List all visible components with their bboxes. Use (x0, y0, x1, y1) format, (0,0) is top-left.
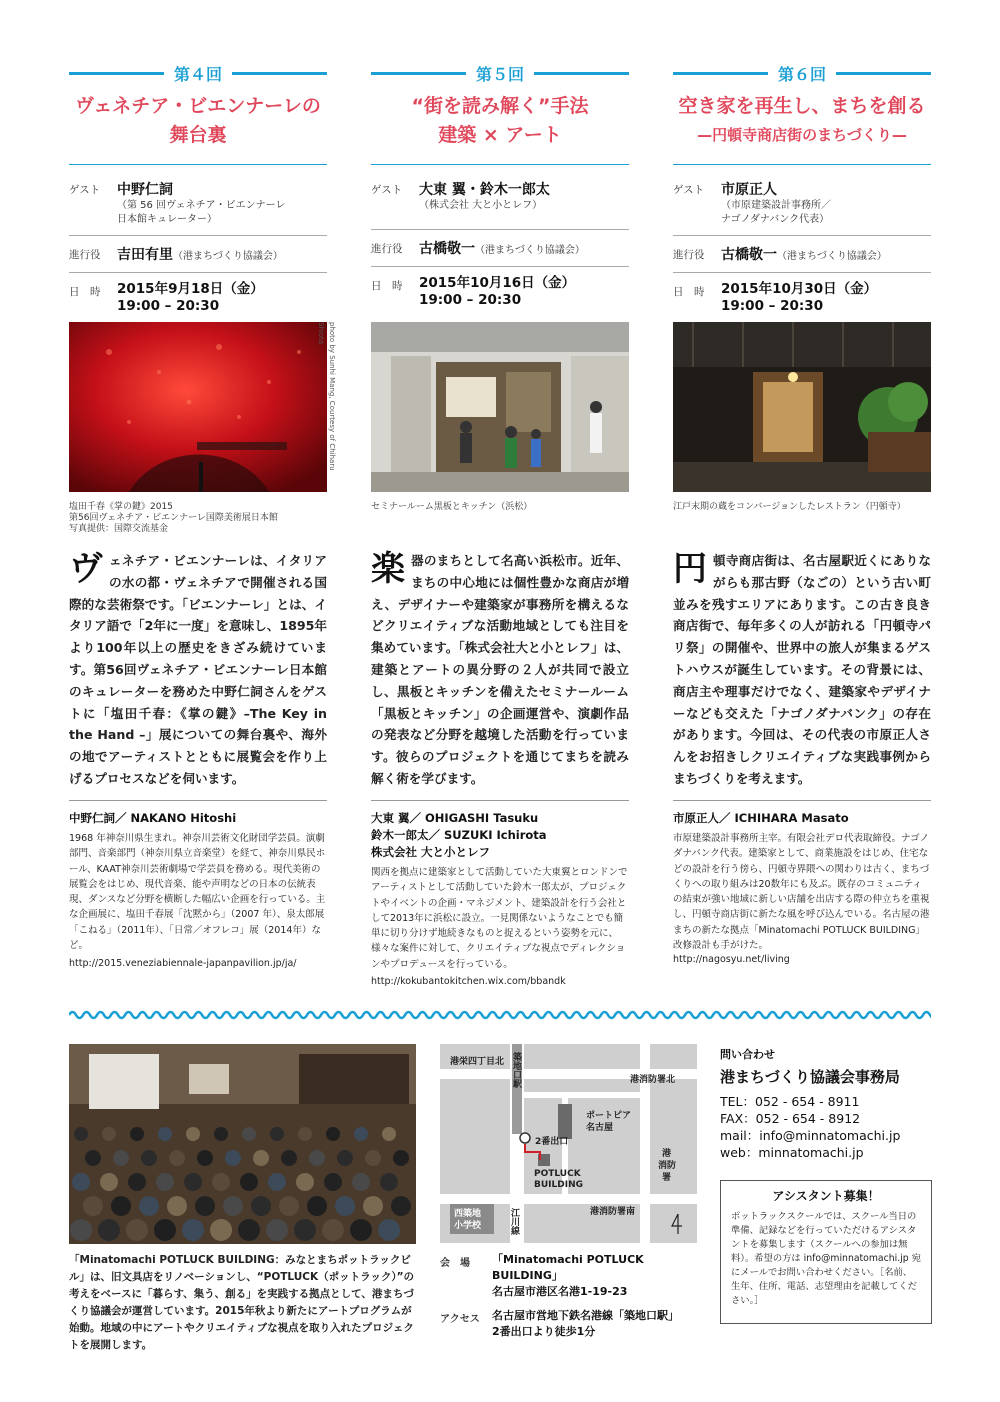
session-column-5 (371, 62, 629, 317)
guest-name: 市原正人 (721, 182, 777, 198)
guest-profile-6: 市原正人／ ICHIHARA Masato 市原建築設計事務所主宰。有限会社デロ代表取締役。ナゴノダナバンク代表。建築家として、商業施設をはじめ、住宅などの設計を行う傍ら、円頓寺界隈への関わりは古く、まちづくりへの取り組みは20数年にも及ぶ。既存のコミュニティの結束が強い地域に新しい店舗を出店する際の仲立ちを重視し、円頓寺商店街に新たな風を呼び込んでいる。名古屋の港まちの新たな拠点「Minatomachi POTLUCK BUILDING」改修設計も手がけた。 (673, 811, 930, 952)
map-label: 港消防署南 (590, 1207, 636, 1217)
assistant-body: ポットラックスクールでは、スクール当日の準備、記録などを行っていただけるアシスタントを募集します（スクールへの参加は無料）。希望の方は info@minnatomachi.jp 宛にメールでお問い合わせください。［名前、生年、住所、電話、志望理由を記載してください。］ (731, 1211, 921, 1306)
guest-name: 中野仁詞 (117, 182, 173, 198)
session-info: ゲスト 市原正人 （市原建築設計事務所／ ナゴノダナバンク代表） 進行役 古橋敬一（港まちづくり協議会） 日 時 2015年10月30日（金） 19:00 – 20:30 (673, 179, 931, 315)
contact-tel[interactable]: TEL：052 - 654 - 8911 (720, 1094, 860, 1109)
photo-potluck-event (69, 1044, 416, 1244)
map-label: 消防 (658, 1161, 677, 1171)
session-header (673, 62, 931, 84)
photo-credit: photo by Sunhi Mang, Courtesy of Chiharu Shiota (317, 322, 336, 471)
assistant-title: アシスタント募集！ (772, 1189, 880, 1203)
assistant-recruit-box (720, 1180, 932, 1324)
photo-caption-4: 塩田千春《掌の鍵》2015 第56回ヴェネチア・ビエンナーレ国際美術展日本館 写真提供：国際交流基金 (69, 502, 278, 534)
photo-caption-6: 江戸末期の蔵をコンバージョンしたレストラン（円頓寺） (673, 502, 906, 512)
map-label: 港栄四丁目北 (450, 1057, 505, 1067)
contact-info: 問い合わせ 港まちづくり協議会事務局 TEL：052 - 654 - 8911 FAX：052 - 654 - 8912 mail：info@minnatomachi.jp web：minnatomachi.jp (720, 1046, 932, 1161)
contact-org: 港まちづくり協議会事務局 (720, 1068, 900, 1086)
wave-divider (69, 1008, 931, 1022)
host-name: 古橋敬一 (419, 241, 475, 257)
map-label: 江川線 (509, 1208, 519, 1235)
venue-info: 会 場 「Minatomachi POTLUCK BUILDING」 名古屋市港区名港1-19-23 アクセス 名古屋市営地下鉄名港線「築地口駅」 2番出口より徒歩1分 (440, 1253, 679, 1338)
host-name: 古橋敬一 (721, 247, 777, 263)
session-info: ゲスト 中野仁詞 （第 56 回ヴェネチア・ビエンナーレ 日本館キュレーター） 進行役 吉田有里（港まちづくり協議会） 日 時 2015年9月18日（金） 19:00 – 20:30 (69, 179, 327, 315)
session-title: 空き家を再生し、まちを創る —円頓寺商店街のまちづくり— (678, 95, 926, 144)
access-map (440, 1044, 697, 1243)
guest-profile-5: 大東 翼／ OHIGASHI Tasuku 鈴木一郎太／ SUZUKI Ichirota 株式会社 大と小とレフ 関西を拠点に建築家として活動していた大東翼とロンドンでアーティストとして活動していた鈴木一郎太が、プロジェクトやイベントの企画・マネジメント、建築設計を行う会社として2013年に浜松に設立。一見関係ないようなことでも簡単に切り分けず地続きなものと捉えるという姿勢を元に、様々な案件に対して、クリエイティブな視点でディレクションやプロデュースを行っている。 (371, 811, 628, 970)
map-label-potluck: POTLUCK (534, 1169, 581, 1179)
photo-venice-installation (69, 322, 327, 492)
dropcap: 円 (673, 549, 707, 589)
session-number: 第６回 (768, 62, 836, 85)
map-label-exit: 2番出口 (535, 1137, 569, 1147)
session-title: “街を読み解く”手法 建築 × アート (411, 95, 589, 146)
session-body-5: 楽器のまちとして名高い浜松市。近年、まちの中心地には個性豊かな商店が増え、デザイナーや建築家が事務所を構えるなどクリエイティブな活動地域としても注目を集めています。「株式会社大と小とレフ」は、建築とアートの異分野の２人が共同で設立し、黒板とキッチンを備えたセミナールーム「黒板とキッチン」の企画運営や、演劇作品の発表など分野を越境した活動を行っています。彼らのプロジェクトを通じてまちを読み解く術を学びます。 (371, 549, 629, 786)
map-label: 署 (662, 1173, 672, 1183)
session-column-4 (69, 62, 327, 323)
session-number: 第５回 (466, 62, 534, 85)
session-info: ゲスト 大東 翼・鈴木一郎太 （株式会社 大と小とレフ） 進行役 古橋敬一（港まちづくり協議会） 日 時 2015年10月16日（金） 19:00 – 20:30 (371, 179, 629, 309)
session-header (69, 62, 327, 84)
session-body-6: 円頓寺商店街は、名古屋駅近くにありながらも那古野（なごの）という古い町並みを残すエリアにあります。この古き良き商店街で、毎年多くの人が訪れる「円頓寺パリ祭」の開催や、世界中の旅人が集まるゲストハウスが誕生しています。その背景には、商店主や理事だけでなく、建築家やデザイナーなども交えた「ナゴノダナバンク」の存在があります。今回は、その代表の市原正人さんをお招きしクリエイティブな実践事例からまちづくりを考えます。 (673, 549, 931, 786)
session-date: 2015年9月18日（金） (117, 281, 264, 297)
contact-web[interactable]: web：minnatomachi.jp (720, 1145, 864, 1160)
guest-name: 大東 翼・鈴木一郎太 (419, 182, 550, 198)
potluck-caption: 「Minatomachi POTLUCK BUILDING：みなとまちポットラックビル」は、旧文具店をリノベーションし、“POTLUCK（ポットラック）”の考えをベースに「暮らす、集う、創る」を実践する拠点として、港まちづくり協議会が運営しています。2015年秋より新たにアートプログラムが始動。地域の中にアートやクリエイティブな視点を取り入れたプロジェクトを展開します。 (69, 1254, 415, 1351)
contact-fax: FAX：052 - 654 - 8912 (720, 1111, 861, 1126)
photo-caption-5: セミナールーム黒板とキッチン（浜松） (371, 502, 533, 512)
photo-edo-storehouse-restaurant (673, 322, 931, 492)
host-name: 吉田有里 (117, 247, 173, 263)
session-header (371, 62, 629, 84)
map-label-school: 西築地 (454, 1209, 482, 1219)
guest-url-4[interactable]: http://2015.veneziabiennale-japanpavilion.jp/ja/ (69, 958, 297, 969)
guest-url-5[interactable]: http://kokubantokitchen.wix.com/bbandk (371, 976, 566, 987)
session-date: 2015年10月30日（金） (721, 281, 878, 297)
session-body-4: ヴェネチア・ビエンナーレは、イタリアの水の都・ヴェネチアで開催される国際的な芸術祭です。「ビエンナーレ」とは、イタリア語で「2年に一度」を意味し、1895年より100年以上の歴史をきざみ続けています。第56回ヴェネチア・ビエンナーレ日本館のキュレーターを務めた中野仁詞さんをゲストに「塩田千春：《掌の鍵》–The Key in the Hand –」展についての舞台裏や、海外の地でアーティストとともに展覧会を作り上げるプロセスなどを伺います。 (69, 549, 327, 786)
guest-url-6[interactable]: http://nagosyu.net/living (673, 954, 790, 965)
contact-mail[interactable]: mail：info@minnatomachi.jp (720, 1128, 901, 1143)
session-number: 第４回 (164, 62, 232, 85)
map-label: 港 (662, 1149, 672, 1159)
guest-profile-4: 中野仁詞／ NAKANO Hitoshi 1968 年神奈川県生まれ。神奈川芸術文化財団学芸員。演劇部門、音楽部門（神奈川県立音楽堂）を経て、神奈川県民ホール、KAAT神奈川芸術劇場で学芸員を務める。現代美術の展覧会をはじめ、現代音楽、能や声明などの日本の伝統表現、ダンスなど分野を横断した幅広い企画を行っている。主な企画展に、塩田千春展「沈黙から」（2007 年）、泉太郎展「こねる」（2011年）、「日常／オフレコ」展（2014年）など。 (69, 811, 326, 952)
dropcap: ヴ (69, 549, 103, 589)
map-label: 名古屋 (586, 1123, 614, 1133)
session-title: ヴェネチア・ビエンナーレの 舞台裏 (75, 95, 321, 146)
map-label-potluck: BUILDING (534, 1180, 583, 1190)
map-label-school: 小学校 (454, 1221, 482, 1231)
session-date: 2015年10月16日（金） (419, 275, 576, 291)
map-label: ポートピア (586, 1111, 632, 1121)
photo-blackboard-kitchen (371, 322, 629, 492)
dropcap: 楽 (371, 549, 405, 589)
map-label-station: 築地口駅 (511, 1052, 521, 1088)
map-label: 港消防署北 (630, 1075, 676, 1085)
session-column-6 (673, 62, 931, 323)
